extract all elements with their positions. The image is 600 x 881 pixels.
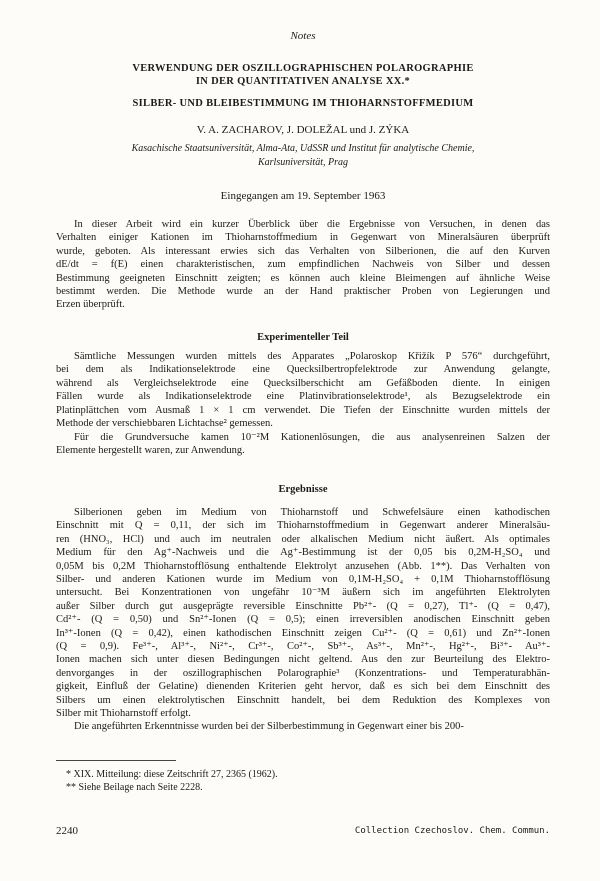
footnote-rule: [56, 760, 176, 761]
footnote-2: ** Siehe Beilage nach Seite 2228.: [66, 782, 203, 793]
experimental-paragraph: [56, 350, 550, 430]
authors: V. A. ZACHAROV, J. DOLEŽAL und J. ZÝKA: [196, 124, 410, 136]
text-line: Silbers um einen elektrolytischen Einschnitt handelt, bei dem Reduktion des Komplexes von: [56, 694, 550, 706]
text-line: wurde, geboten. Als interessant erwies sich das Verhalten von Silberionen, die auf den Kurven: [56, 245, 550, 257]
text-line: bei dem als Indikationselektrode eine Quecksilbertropfelektrode zur Anwendung gelangte,: [56, 364, 550, 376]
footnote-1: * XIX. Mitteilung: diese Zeitschrift 27, 2365 (1962).: [66, 769, 278, 780]
text-line: während als Vergleichselektrode eine Quecksilberschicht am Gefäßboden diente. In einigen: [56, 377, 550, 389]
title-line-1: VERWENDUNG DER OSZILLOGRAPHISCHEN POLAROGRAPHIE: [132, 63, 474, 74]
received-date: Eingegangen am 19. September 1963: [220, 190, 386, 202]
text-line: Für die Grundversuche kamen 10⁻²M Kationenlösungen, die aus analysenreinen Salzen der: [74, 432, 550, 443]
text-line: Cd²⁺- (Q = 0,50) und Sn²⁺-Ionen (Q = 0,5); einen irreversiblen anodischen Einschnitt geben: [56, 614, 550, 626]
text-line: Bestimmung geeigneten Einschnitt zeigten; es können auch kleine Bleimengen auf ähnliche Weise: [56, 272, 550, 284]
heading-experimental: Experimenteller Teil: [257, 332, 349, 343]
text-line: Platinplättchen vom Ausmaß 1 × 1 cm verwendet. Die Tiefen der Einschnitte wurden mittels der: [56, 404, 550, 416]
text-line: Ionen machen sich unter diesen Bedingungen nicht geltend. Aus den zur Beurteilung des Elektro-: [56, 654, 550, 666]
text-line: Einschnitt mit Q = 0,11, der sich im Thioharnstoffmedium in Gegenwart anderer Mineralsäu-: [56, 520, 550, 532]
text-line: Die angeführten Erkenntnisse wurden bei der Silberbestimmung in Gegenwart einer bis 200-: [74, 721, 464, 732]
results-paragraph: [56, 506, 550, 721]
text-line: Silber mit Thioharnstoff erfolgt.: [56, 708, 191, 720]
text-line: (Q = 0,9). Fe³⁺-, Al³⁺-, Ni²⁺-, Cr³⁺-, Co²⁺-, Sb³⁺-, As³⁺-, Mn²⁺-, Hg²⁺-, Bi³⁺- Au³⁺-: [56, 641, 550, 653]
text-line: Silber- und anderen Kationen wurde im Medium von 0,1M-H₂SO₄ + 0,1M Thioharnstofflösung: [56, 574, 550, 586]
affiliation-line-1: Kasachische Staatsuniversität, Alma-Ata, UdSSR und Institut für analytische Chemie,: [131, 143, 475, 154]
text-line: Methode der verschiebbaren Lichtachse² gemessen.: [56, 418, 273, 430]
text-line: ren (HNO₃, HCl) und auch im neutralen oder alkalischen Medium nicht äußert. Als optimales: [56, 533, 550, 545]
text-line: gigkeit, Einfluß der Gelatine) dienenden Kriterien geht hervor, daß es sich bei dem Einschnitt des: [56, 681, 550, 693]
affiliation-line-2: Karlsuniversität, Prag: [257, 157, 348, 168]
text-line: untersucht. Bei Konzentrationen von ungefähr 10⁻³M äußern sich im angeführten Elektrolyten: [56, 587, 550, 599]
text-line: Sämtliche Messungen wurden mittels des Apparates „Polaroskop Křižík P 576“ durchgeführt,: [74, 351, 550, 362]
text-line: Elemente hergestellt waren, zur Anwendung.: [56, 445, 245, 457]
journal-name: Collection Czechoslov. Chem. Commun.: [354, 826, 550, 836]
text-line: Silberionen geben im Medium von Thioharnstoff und Schwefelsäure einen kathodischen: [74, 507, 550, 518]
text-line: außer Silber durch gut ausgeprägte reversible Einschnitte Pb²⁺- (Q = 0,27), Tl⁺- (Q = 0,47),: [56, 600, 550, 612]
subtitle: SILBER- UND BLEIBESTIMMUNG IM THIOHARNSTOFFMEDIUM: [132, 98, 474, 109]
text-line: In dieser Arbeit wird ein kurzer Überblick über die Ergebnisse von Versuchen, in denen das: [74, 219, 550, 230]
text-line: bestimmt werden. Die Methode wurde an der Hand praktischer Proben von Legierungen und: [56, 286, 550, 298]
text-line: In³⁺-Ionen (Q = 0,42), einen kathodischen Einschnitt zeigen Cu²⁺- (Q = 0,61) und Zn²⁺-Ionen: [56, 627, 550, 639]
results-paragraph-2: [56, 720, 550, 733]
text-line: Verhalten einiger Kationen im Thioharnstoffmedium in Gegenwart von Mineralsäuren überprüft: [56, 232, 550, 244]
page-number: 2240: [56, 825, 78, 837]
text-line: Fällen wurde als Indikationselektrode eine Platinvibrationselektrode¹, als Bezugselektrode ein: [56, 391, 550, 403]
title-line-2: IN DER QUANTITATIVEN ANALYSE XX.*: [195, 76, 411, 87]
experimental-paragraph-2: [56, 431, 550, 458]
text-line: Erzen überprüft.: [56, 299, 125, 311]
section-label: Notes: [290, 30, 316, 42]
abstract: [56, 218, 550, 312]
text-line: dE/dt = f(E) einen charakteristischen, zum empfindlichen Nachweis von Silber und dessen: [56, 259, 550, 271]
text-line: Medium für den Ag⁺-Nachweis und die Ag⁺-Bestimmung ist der 0,05 bis 0,2M-H₂SO₄ und: [56, 547, 550, 559]
heading-results: Ergebnisse: [278, 484, 328, 495]
text-line: 0,05M bis 0,2M Thioharnstofflösung enthaltende Elektrolyt anzusehen (Abb. 1**). Das Verhalten von: [56, 560, 550, 572]
document-page: [56, 0, 550, 881]
text-line: denvorganges in der oszillographischen Polarographie³ (Konzentrations- und Temperaturabhän-: [56, 667, 550, 679]
